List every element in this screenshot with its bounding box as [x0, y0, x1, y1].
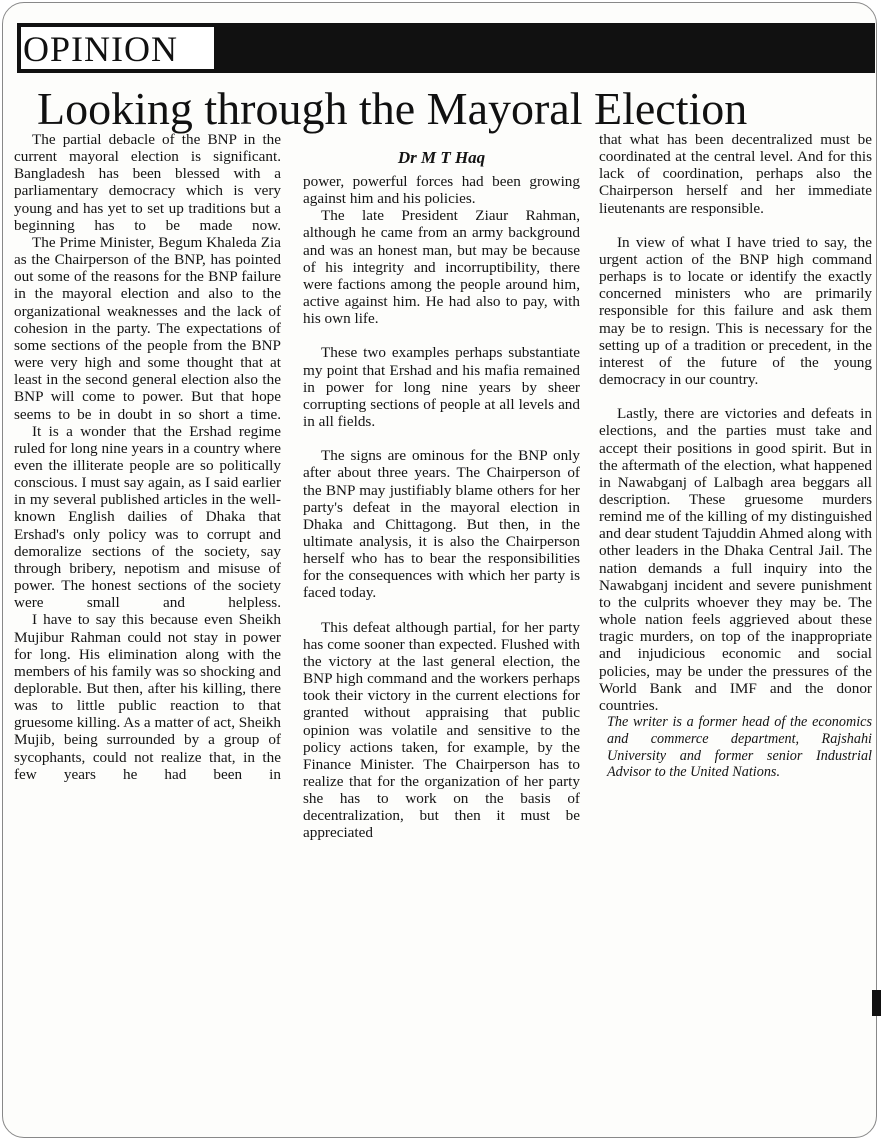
- paragraph: This defeat although partial, for her party has come sooner than expected. Flushed with the victory at the last general election, the BNP high command and the workers perhaps took their victory in the current elections for granted without appraising that public opinion was volatile and sensitive to the policy actions taken, for example, by the Finance Minister. The Chairperson has to realize that for the organization of her party she has to work on the basis of decentralization, but then it must be appreciated: [303, 618, 580, 842]
- paragraph: The Prime Minister, Begum Khaleda Zia as the Chairperson of the BNP, has pointed out some of the reasons for the BNP failure in the mayoral election and also to the organizational weaknesses and the lack of cohesion in the party. The expectations of some sections of the people from the BNP were very high and some thought that at least in the second general election also the BNP will come to power. But that hope seems to be in doubt in so short a time.: [14, 233, 281, 423]
- page-edge-mark: [872, 990, 881, 1016]
- paragraph: The signs are ominous for the BNP only after about three years. The Chairperson of the BNP may justifiably blame others for her party's defeat in the mayoral election in Dhaka and Chittagong. But then, in the ultimate analysis, it is also the Chairperson herself who has to bear the responsibilities for the consequences with which her party is faced today.: [303, 447, 580, 602]
- paragraph: that what has been decentralized must be coordinated at the central level. And for this lack of coordination, perhaps also the Chairperson herself and her immediate lieutenants are responsible.: [599, 131, 872, 217]
- paragraph: In view of what I have tried to say, the urgent action of the BNP high command perhaps is to locate or identify the exactly concerned ministers who are primarily responsible for this failure and ask them may be to resign. This is necessary for the setting up of a tradition or precedent, in the interest of the future of the young democracy in our country.: [599, 233, 872, 389]
- paragraph: It is a wonder that the Ershad regime ruled for long nine years in a country where even the illiterate people are so politically conscious. I must say again, as I said earlier in my several published articles in the well-known English dailies of Dhaka that Ershad's only policy was to corrupt and demoralize sections of the society, say through bribery, nepotism and misuse of power. The honest sections of the society were small and helpless.: [14, 422, 281, 612]
- article-column-1: [14, 131, 281, 1138]
- paragraph: Lastly, there are victories and defeats in elections, and the parties must take and accept their positions in good spirit. But in the aftermath of the election, what happened in Nawabganj of Lalbagh area beggars all description. These gruesome murders remind me of the killing of my distinguished and dear student Tajuddin Ahmed along with other leaders in the Dhaka Central Jail. The nation demands a full inquiry into the Nawabganj incident and severe punishment to the culprits whoever they may be. The whole nation feels aggrieved about these tragic murders, on top of the inappropriate and injudicious economic and social policies, may be under the pressures of the World Bank and IMF and the donor countries.: [599, 405, 872, 714]
- article-column-3: [599, 131, 872, 1135]
- paragraph: I have to say this because even Sheikh Mujibur Rahman could not stay in power for long. His elimination along with the members of his family was so shocking and deplorable. But then, after his killing, there was to little public reaction to that gruesome killing. As a matter of act, Sheikh Mujib, being surrounded by a group of sycophants, could not realize that, in the few years he had been in: [14, 611, 281, 783]
- headline: Looking through the Mayoral Election: [37, 83, 748, 134]
- article-frame: [2, 2, 877, 1138]
- author-note: The writer is a former head of the economics and commerce department, Rajshahi University and former senior Industrial Advisor to the United Nations.: [607, 714, 872, 781]
- section-label: OPINION: [23, 29, 178, 69]
- paragraph: power, powerful forces had been growing against him and his policies.: [303, 173, 580, 208]
- paragraph: The late President Ziaur Rahman, although he came from an army background and was an honest man, but may be because of his integrity and incorruptibility, there were factions among the people around him, active against him. He had also to pay, with his own life.: [303, 207, 580, 328]
- paragraph: The partial debacle of the BNP in the current mayoral election is significant. Bangladesh has been blessed with a parliamentary democracy which is very young and has yet to set up traditions but a beginning has to be made now.: [14, 131, 281, 234]
- byline: Dr M T Haq: [397, 148, 486, 167]
- article-column-2: [303, 143, 580, 1138]
- paragraph: These two examples perhaps substantiate my point that Ershad and his mafia remained in power for long nine years by sheer corrupting sections of people at all levels and in all fields.: [303, 344, 580, 431]
